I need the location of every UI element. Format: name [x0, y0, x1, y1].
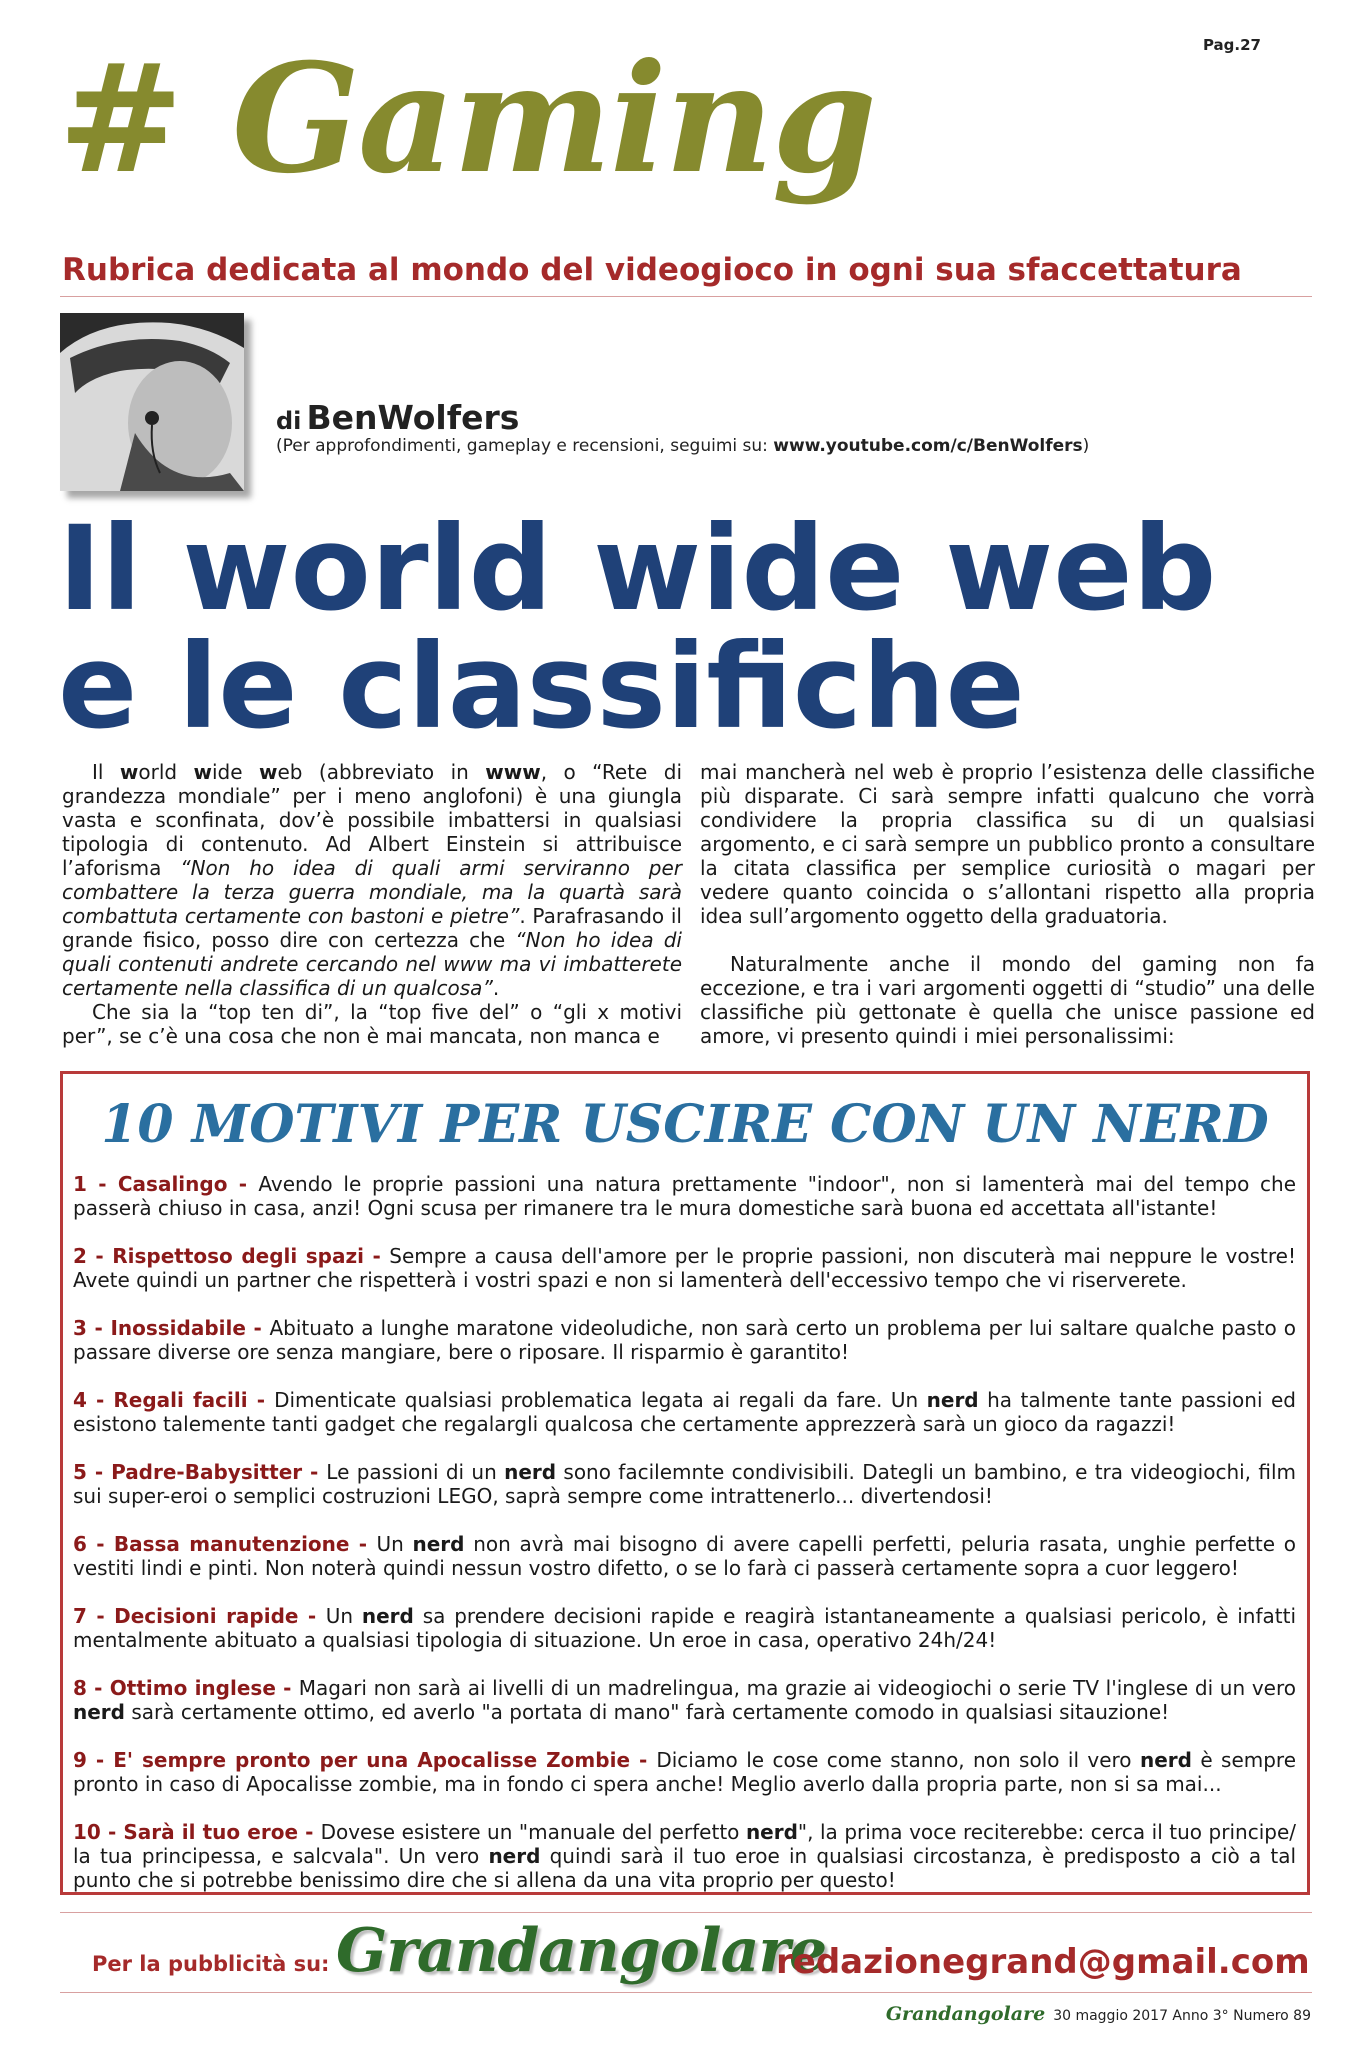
article-column-left: [62, 760, 682, 1048]
list-item: 2 - Rispettoso degli spazi - Sempre a causa dell'amore per le proprie passioni, non discuterà mai neppure le vostre! Avete quindi un partner che rispetterà i vostri spazi e non si lamenterà dell'eccessivo tempo che vi riserverete.: [73, 1244, 1296, 1292]
author-note: [276, 436, 1089, 456]
author-name: BenWolfers: [306, 398, 520, 437]
divider: [60, 296, 1312, 297]
ranking-box: [60, 1071, 1310, 1895]
ad-label: Per la pubblicità su:: [92, 1952, 330, 1976]
article-paragraph-2-continued: mai mancherà nel web è proprio l’esistenza delle classifiche più disparate. Ci sarà sempre infatti qualcuno che vorrà condividere la propria classifica su di un qualsiasi argomento, e ci sarà sempre un pubblico pronto a consultare la citata classifica per semplice curiosità o magari per vedere quanto coincida o s’allontani rispetto alla propria idea sull’argomento oggetto della graduatoria.: [700, 760, 1315, 928]
divider: [60, 1992, 1312, 1993]
section-subtitle: Rubrica dedicata al mondo del videogioco in ogni sua sfaccettatura: [62, 252, 1242, 288]
author-note-end: ): [1082, 436, 1090, 456]
page-number: Pag.27: [1202, 36, 1261, 54]
contact-email[interactable]: redazionegrand@gmail.com: [776, 1942, 1310, 1982]
publication-logo: Grandangolare: [336, 1916, 827, 1986]
colophon: [886, 2003, 1311, 2025]
list-item: 9 - E' sempre pronto per una Apocalisse Zombie - Diciamo le cose come stanno, non solo il vero nerd è sempre pronto in caso di Apocalisse zombie, ma in fondo ci spera anche! Meglio averlo dalla propria parte, non si sa mai...: [73, 1748, 1297, 1796]
list-item: 3 - Inossidabile - Abituato a lunghe maratone videoludiche, non sarà certo un problema per lui saltare qualche pasto o passare diverse ore senza mangiare, bere o riposare. Il risparmio è garantito!: [73, 1316, 1296, 1364]
headline-line-1: Il world wide web: [58, 500, 1217, 637]
author-channel-link[interactable]: www.youtube.com/c/BenWolfers: [773, 436, 1083, 456]
list-item: 4 - Regali facili - Dimenticate qualsiasi problematica legata ai regali da fare. Un nerd ha talmente tante passioni ed esistono talemente tanti gadget che regalargli qualcosa che certamente apprezzerà sarà un gioco da ragazzi!: [73, 1388, 1296, 1436]
byline-prefix: di: [276, 407, 302, 435]
list-item: 7 - Decisioni rapide - Un nerd sa prendere decisioni rapide e reagirà istantaneamente a qualsiasi pericolo, è infatti mentalmente abituato a qualsiasi tipologia di situazione. Un eroe in casa, operativo 24h/24!: [73, 1604, 1297, 1652]
colophon-issue: 30 maggio 2017 Anno 3° Numero 89: [1053, 2008, 1311, 2024]
list-item: 6 - Bassa manutenzione - Un nerd non avrà mai bisogno di avere capelli perfetti, peluria rasata, unghie perfette o vestiti lindi e pinti. Non noterà quindi nessun vostro difetto, o se lo farà ci passerà certamente sopra a cuor leggero!: [73, 1532, 1296, 1580]
ranking-list: [73, 1172, 1296, 1892]
ranking-box-title: 10 MOTIVI PER USCIRE CON UN NERD: [101, 1094, 1269, 1155]
author-photo-illustration: [60, 313, 244, 491]
section-title: # Gaming: [58, 31, 875, 207]
colophon-publication: Grandangolare: [885, 2003, 1046, 2025]
list-item: 5 - Padre-Babysitter - Le passioni di un nerd sono facilemnte condivisibili. Dategli un bambino, e tra videogiochi, film sui super-eroi o semplici costruzioni LEGO, saprà sempre come intrattenerlo... divertendosi!: [73, 1460, 1296, 1508]
headline-line-2: e le classifiche: [58, 618, 1025, 756]
byline: [276, 398, 519, 437]
article-paragraph-1: Il world wide web (abbreviato in www, o “Rete di grandezza mondiale” per i meno anglofoni) è una giungla vasta e sconfinata, dov’è possibile imbattersi in qualsiasi tipologia di contenuto. Ad Albert Einstein si attribuisce l’aforisma “Non ho idea di quali armi serviranno per combattere la terza guerra mondiale, ma la quartà sarà combattuta certamente con bastoni e pietre”. Parafrasando il grande fisico, posso dire con certezza che “Non ho idea di quali contenuti andrete cercando nel www ma vi imbatterete certamente nella classifica di un qualcosa”.: [62, 760, 682, 1000]
author-note-text: (Per approfondimenti, gameplay e recensioni, seguimi su:: [276, 436, 774, 456]
article-paragraph-3: Naturalmente anche il mondo del gaming non fa eccezione, e tra i vari argomenti oggetti di “studio” una delle classifiche più gettonate è quella che unisce passione ed amore, vi presento quindi i miei personalissimi:: [700, 952, 1315, 1048]
list-item: 1 - Casalingo - Avendo le proprie passioni una natura prettamente "indoor", non si lamenterà mai del tempo che passerà chiuso in casa, anzi! Ogni scusa per rimanere tra le mura domestiche sarà buona ed accettata all'istante!: [73, 1172, 1296, 1220]
headline: [58, 500, 1217, 756]
divider: [60, 1912, 1312, 1913]
article-paragraph-2: Che sia la “top ten di”, la “top five del” o “gli x motivi per”, se c’è una cosa che non è mai mancata, non manca e: [62, 1000, 682, 1048]
list-item: 8 - Ottimo inglese - Magari non sarà ai livelli di un madrelingua, ma grazie ai videogiochi o serie TV l'inglese di un vero nerd sarà certamente ottimo, ed averlo "a portata di mano" farà certamente comodo in qualsiasi sitauzione!: [73, 1676, 1296, 1724]
author-photo: [60, 313, 244, 491]
list-item: 10 - Sarà il tuo eroe - Dovese esistere un "manuale del perfetto nerd", la prima voce reciterebbe: cerca il tuo principe/ la tua principessa, e salcvala". Un vero nerd quindi sarà il tuo eroe in qualsiasi circostanza, è predisposto a ciò a tal punto che si potrebbe benissimo dire che si allena da una vita proprio per questo!: [73, 1820, 1297, 1892]
article-column-right: [700, 760, 1315, 1048]
